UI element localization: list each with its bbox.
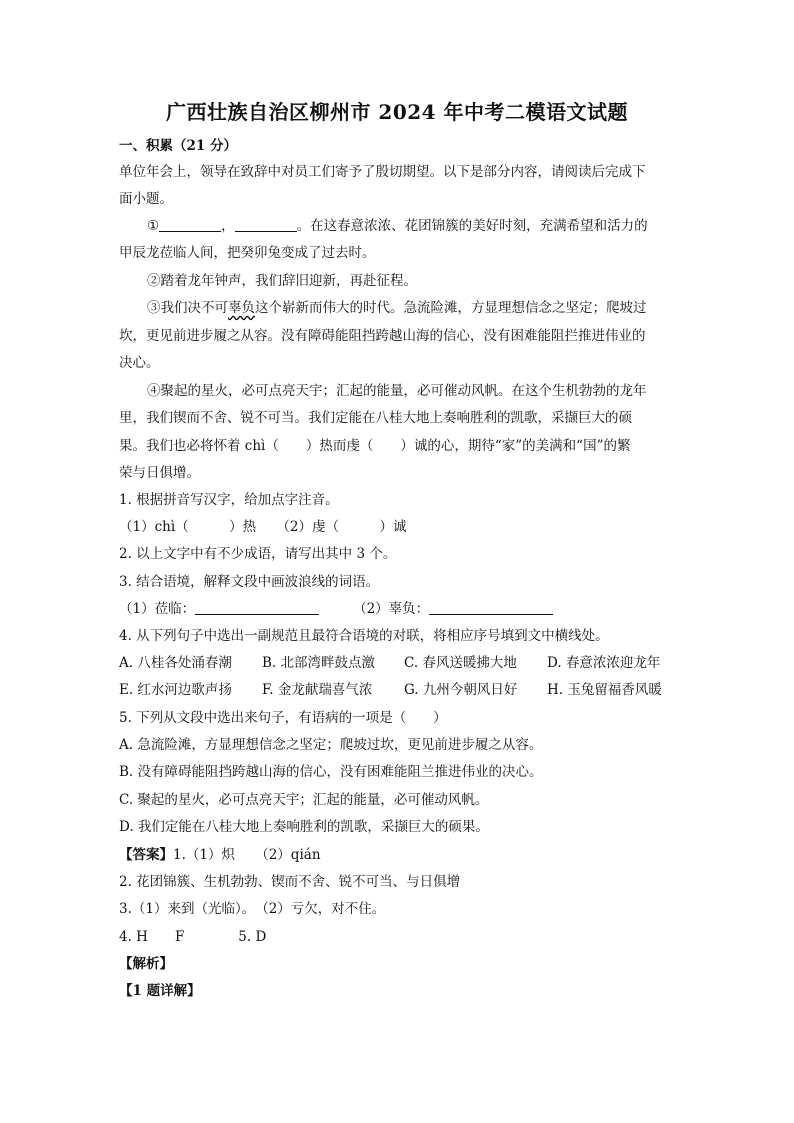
question-3-item-b: （2）辜负： (353, 601, 430, 617)
intro-line-1: 单位年会上，领导在致辞中对员工们寄予了殷切期望。以下是部分内容，请阅读后完成下 (119, 164, 646, 180)
option-item: A. 八桂各处涌春潮 (119, 655, 232, 671)
answer-4: 4. H F 5. D (119, 929, 267, 945)
paragraph-3-text-b: 这个崭新而伟大的时代。急流险滩，方显理想信念之坚定；爬坡过 (255, 300, 647, 316)
answer-2: 2. 花团锦簇、生机勃勃、锲而不舍、锐不可当、与日俱增 (119, 874, 461, 890)
question-3: 3. 结合语境，解释文段中画波浪线的词语。 (119, 574, 380, 590)
answer-blank-1[interactable] (159, 217, 221, 232)
option-item: C. 聚起的星火，必可点亮天宇；汇起的能量，必可催动风帆。 (119, 792, 489, 808)
option-item: A. 急流险滩，方显理想信念之坚定；爬坡过坎，更见前进步履之从容。 (119, 737, 543, 753)
option-item: B. 北部湾畔鼓点激 (262, 655, 376, 671)
option-item: H. 玉兔留福香风暖 (547, 682, 662, 698)
option-item: B. 没有障碍能阻挡跨越山海的信心，没有困难能阻兰推进伟业的决心。 (119, 764, 543, 780)
answer-line-1 (119, 845, 321, 865)
paragraph-1 (147, 216, 648, 236)
answer-blank-3b[interactable] (429, 600, 553, 615)
paragraph-1-text: 。在这春意浓浓、花团锦簇的美好时刻，充满希望和活力的 (296, 218, 648, 234)
question-3-items (119, 599, 553, 619)
question-1-items: （1）chì（ ）热 （2）虔（ ）诚 (119, 519, 407, 535)
paragraph-2: ②踏着龙年钟声，我们辞旧迎新，再赴征程。 (147, 273, 417, 289)
paragraph-1-line-2: 甲辰龙莅临人间，把癸卯兔变成了过去时。 (119, 245, 376, 261)
option-item: G. 九州今朝风日好 (404, 682, 518, 698)
paragraph-4-line-3: 果。我们也必将怀着 chì（ ）热而虔（ ）诚的心，期待“家”的美满和“国”的繁 (119, 438, 631, 454)
question-5: 5. 下列从文段中选出来句子，有语病的一项是（ ） (119, 710, 447, 726)
paragraph-3-text-a: ③我们决不可 (147, 300, 228, 316)
question-4: 4. 从下列句子中选出一副规范且最符合语境的对联，将相应序号填到文中横线处。 (119, 628, 609, 644)
paragraph-4-line-2: 里，我们锲而不舍、锐不可当。我们定能在八桂大地上奏响胜利的凯歌，采撷巨大的硕 (119, 410, 632, 426)
paragraph-4: ④聚起的星火，必可点亮天宇；汇起的能量，必可催动风帆。在这个生机勃勃的龙年 (147, 383, 647, 399)
answer-blank-3a[interactable] (195, 600, 319, 615)
question-2: 2. 以上文字中有不少成语，请写出其中 3 个。 (119, 546, 397, 562)
answer-blank-2[interactable] (235, 217, 297, 232)
paragraph-3 (147, 298, 647, 318)
wavy-word-gufu: 辜负 (228, 300, 255, 316)
section-heading: 一、积累（21 分） (119, 138, 237, 154)
option-item: E. 红水河边歌声扬 (119, 682, 232, 698)
question-1: 1. 根据拼音写汉字，给加点字注音。 (119, 492, 339, 508)
option-item: D. 春意浓浓迎龙年 (547, 655, 661, 671)
answer-1: 1.（1）炽 （2）qián (173, 847, 321, 863)
question-3-item-a: （1）莅临： (119, 601, 196, 617)
answer-label: 【答案】 (119, 847, 173, 863)
paragraph-3-line-2: 坎，更见前进步履之从容。没有障碍能阻挡跨越山海的信心，没有困难能阻拦推进伟业的 (119, 328, 646, 344)
intro-line-2: 面小题。 (119, 191, 173, 207)
option-item: F. 金龙献瑞喜气浓 (262, 682, 373, 698)
paragraph-1-comma: ， (221, 218, 235, 234)
paragraph-4-line-4: 荣与日俱增。 (119, 465, 200, 481)
option-item: C. 春风送暖拂大地 (404, 655, 517, 671)
paragraph-1-marker: ① (147, 218, 160, 234)
detail-label: 【1 题详解】 (119, 983, 201, 999)
page-title: 广西壮族自治区柳州市 2024 年中考二模语文试题 (165, 100, 629, 124)
paragraph-3-line-3: 决心。 (119, 355, 160, 371)
option-item: D. 我们定能在八桂大地上奏响胜利的凯歌，采撷巨大的硕果。 (119, 819, 489, 835)
analysis-label: 【解析】 (119, 956, 173, 972)
answer-3: 3.（1）来到（光临）。 （2）亏欠，对不住。 (119, 901, 386, 917)
